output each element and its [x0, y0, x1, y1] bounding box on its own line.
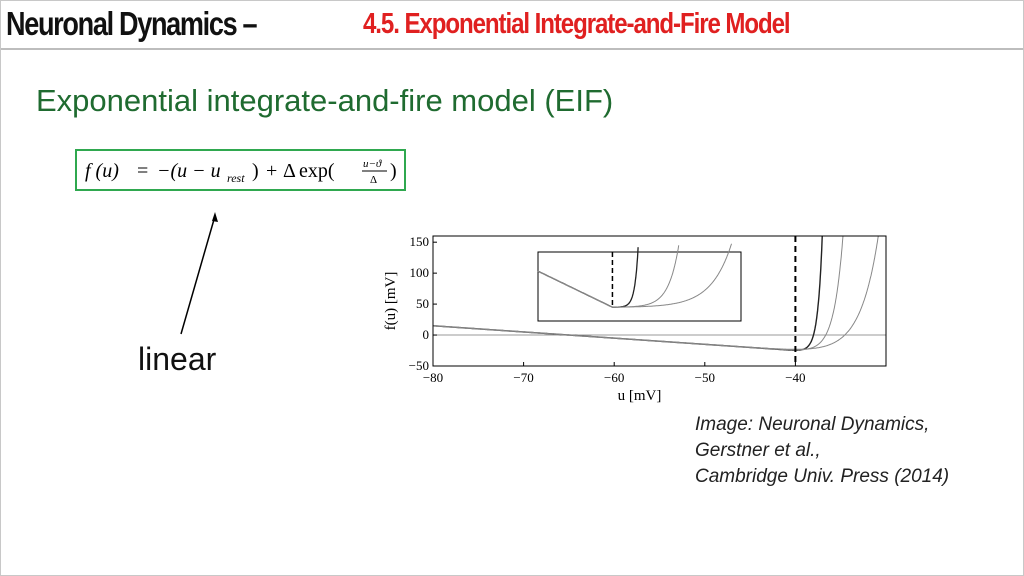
linear-label: linear — [138, 341, 217, 377]
fu-chart — [381, 226, 901, 411]
eq-exp-close: ) — [390, 160, 397, 182]
slide-title: Neuronal Dynamics – — [6, 5, 257, 42]
equation-box — [75, 149, 406, 191]
title-bar — [1, 1, 1023, 49]
eq-subscript: rest — [227, 171, 245, 185]
eq-frac-numerator: u−ϑ — [363, 158, 382, 170]
x-tick-label: −70 — [513, 370, 534, 385]
x-tick-label: −50 — [694, 370, 715, 385]
y-tick-label: 150 — [409, 234, 429, 250]
y-tick-label: 50 — [416, 296, 429, 312]
eq-exp: exp( — [299, 160, 335, 182]
eq-delta: Δ — [283, 160, 296, 182]
equation — [77, 151, 404, 189]
eq-frac-denominator: Δ — [370, 174, 378, 186]
eq-linear-term: −(u − u — [157, 160, 221, 182]
x-tick-label: −80 — [422, 370, 444, 385]
credit-line: Cambridge Univ. Press (2014) — [695, 466, 950, 487]
title-divider — [1, 48, 1023, 50]
y-tick-label: 100 — [409, 265, 429, 281]
x-axis-label: u [mV] — [617, 388, 662, 404]
slide-subtitle: 4.5. Exponential Integrate-and-Fire Model — [363, 8, 790, 40]
x-tick-label: −60 — [604, 370, 625, 385]
credit-line: Image: Neuronal Dynamics, — [695, 414, 930, 435]
eq-lhs: f (u) — [85, 160, 119, 182]
image-credit — [695, 412, 949, 490]
section-heading: Exponential integrate-and-fire model (EIF) — [36, 83, 614, 118]
y-axis-label: f(u) [mV] — [383, 271, 399, 331]
x-tick-label: −40 — [785, 370, 806, 385]
y-tick-label: −50 — [408, 358, 429, 373]
y-tick-label: 0 — [422, 327, 429, 343]
arrow-icon — [171, 206, 231, 341]
credit-line: Gerstner et al., — [695, 440, 821, 461]
eq-equals: = — [137, 160, 149, 182]
eq-plus: + — [266, 160, 278, 182]
eq-paren-close: ) — [252, 160, 259, 182]
